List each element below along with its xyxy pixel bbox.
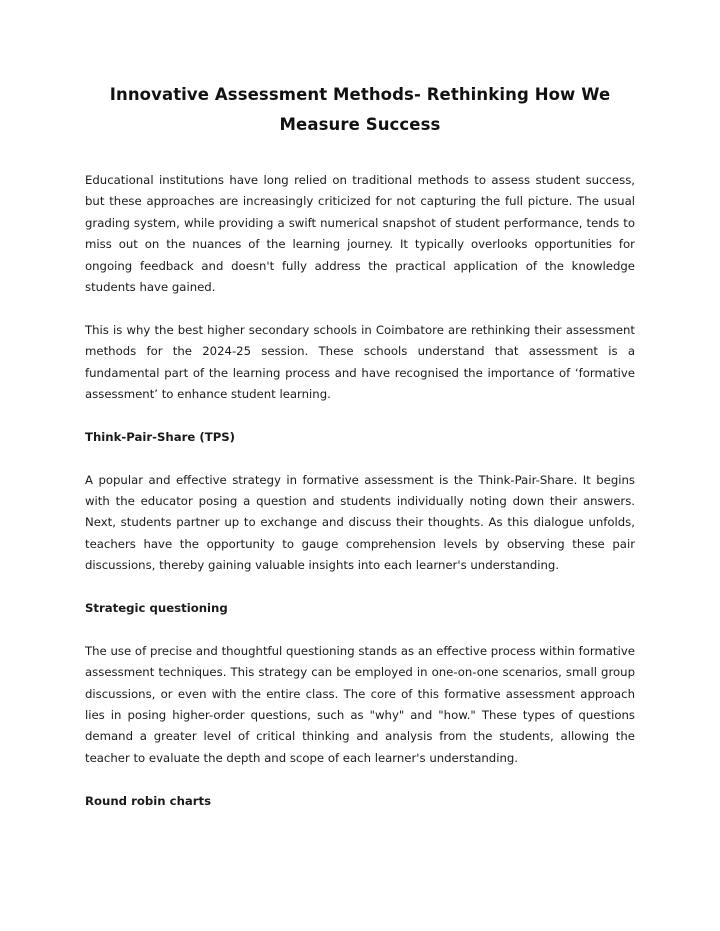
intro-paragraph: This is why the best higher secondary schools in Coimbatore are rethinking their assessment methods for the 2024-25 session. These schools understand that assessment is a fundamental part of the learning process and have recognised the importance of ‘formative assessment’ to enhance student learning. bbox=[85, 322, 635, 402]
document-page bbox=[85, 80, 635, 833]
section-heading-round-robin-charts: Round robin charts bbox=[85, 793, 212, 808]
section-heading-think-pair-share: Think-Pair-Share (TPS) bbox=[85, 429, 236, 444]
section-body-strategic-questioning: The use of precise and thoughtful questioning stands as an effective process within formative assessment techniques. This strategy can be employed in one-on-one scenarios, small group discussions, or even with the entire class. The core of this formative assessment approach lies in posing higher-order questions, such as "why" and "how." These types of questions demand a greater level of critical thinking and analysis from the students, allowing the teacher to evaluate the depth and scope of each learner's understanding. bbox=[85, 643, 635, 765]
section-heading-strategic-questioning: Strategic questioning bbox=[85, 601, 228, 616]
intro-paragraph: Educational institutions have long relied on traditional methods to assess student success, but these approaches are increasingly criticized for not capturing the full picture. The usual grading system, while providing a swift numerical snapshot of student performance, tends to miss out on the nuances of the learning journey. It typically overlooks opportunities for ongoing feedback and doesn't fully address the practical application of the knowledge students have gained. bbox=[85, 173, 635, 295]
document-title: Innovative Assessment Methods- Rethinking How We Measure Success bbox=[109, 85, 611, 134]
section-body-think-pair-share: A popular and effective strategy in formative assessment is the Think-Pair-Share. It begins with the educator posing a question and students individually noting down their answers. Next, students partner up to exchange and discuss their thoughts. As this dialogue unfolds, teachers have the opportunity to gauge comprehension levels by observing these pair discussions, thereby gaining valuable insights into each learner's understanding. bbox=[85, 472, 635, 573]
